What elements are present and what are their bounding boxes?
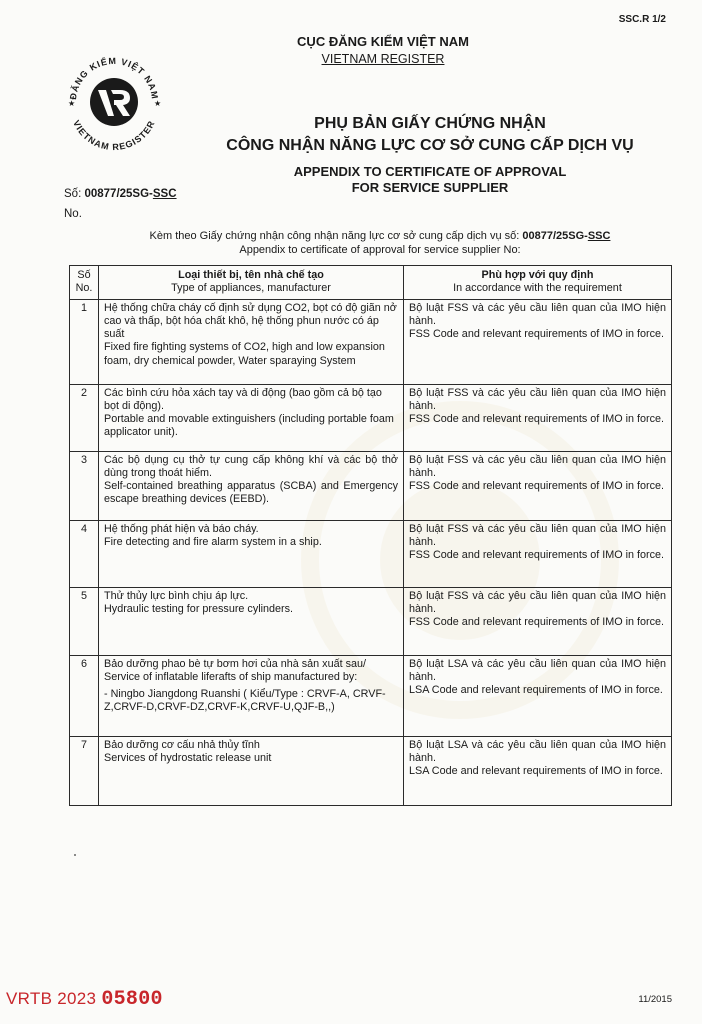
row-type-en: Hydraulic testing for pressure cylinders. — [104, 602, 294, 615]
row-number: 3 — [70, 451, 99, 520]
serial-stamp-prefix: VRTB 2023 — [6, 989, 97, 1008]
row-number: 6 — [70, 655, 99, 736]
table-row — [70, 587, 672, 655]
row-requirement-vn: Bộ luật FSS và các yêu cầu liên quan của IMO hiện hành. — [409, 589, 666, 615]
title-en-line1: APPENDIX TO CERTIFICATE OF APPROVAL — [293, 164, 567, 179]
attachment-line-vn — [100, 230, 660, 242]
row-requirement-en: LSA Code and relevant requirements of IMO in force. — [409, 765, 663, 778]
header-type-en: Type of appliances, manufacturer — [171, 282, 331, 295]
row-number: 7 — [70, 736, 99, 805]
row-type-vn: Hệ thống phát hiện và báo cháy. — [104, 522, 259, 535]
certificate-number — [64, 188, 177, 200]
svg-text:★: ★ — [154, 99, 162, 108]
vietnam-register-seal-icon — [56, 44, 172, 160]
row-number: 1 — [70, 299, 99, 384]
certificate-number-label: Số: — [64, 188, 85, 200]
certificate-number-label-en: No. — [64, 208, 82, 220]
row-requirement-vn: Bộ luật FSS và các yêu cầu liên quan của IMO hiện hành. — [409, 453, 666, 479]
certificate-number-main: 00877/25SG- — [84, 188, 153, 200]
title-vn-line1: PHỤ BẢN GIẤY CHỨNG NHẬN — [314, 115, 546, 132]
row-type-vn: Các bình cứu hỏa xách tay và di động (bao gồm cả bộ tạo bọt di động). — [104, 386, 382, 412]
ink-dot — [74, 854, 76, 856]
row-requirement-en: FSS Code and relevant requirements of IMO in force. — [409, 616, 665, 629]
header-no-en: No. — [75, 282, 93, 295]
row-requirement — [404, 736, 672, 805]
header-type — [99, 266, 404, 300]
row-requirement-en: LSA Code and relevant requirements of IMO in force. — [409, 684, 663, 697]
organization-name-en: VIETNAM REGISTER — [321, 52, 445, 66]
row-type — [99, 587, 404, 655]
row-number: 5 — [70, 587, 99, 655]
header-requirement — [404, 266, 672, 300]
seal-text-bottom: VIETNAM REGISTER — [71, 118, 157, 153]
row-type-en: Fixed fire fighting systems of CO2, high and low expansion foam, dry chemical powder, Water sparaying System — [104, 341, 385, 367]
table-row — [70, 451, 672, 520]
header-no — [70, 266, 99, 300]
attachment-text-vn: Kèm theo Giấy chứng nhận công nhận năng lực cơ sở cung cấp dịch vụ số: — [149, 230, 523, 242]
row-requirement — [404, 384, 672, 451]
row-type-vn: Hệ thống chữa cháy cố định sử dụng CO2, bọt có độ giãn nở cao và thấp, bột hóa chất khô, hệ thống phun nước có áp suất — [104, 301, 397, 341]
row-requirement — [404, 587, 672, 655]
page-code: SSC.R 1/2 — [618, 14, 666, 25]
row-requirement-vn: Bộ luật FSS và các yêu cầu liên quan của IMO hiện hành. — [409, 301, 666, 327]
row-type-manufacturer: - Ningbo Jiangdong Ruanshi ( Kiểu/Type : CRVF-A, CRVF-Z,CRVF-D,CRVF-DZ,CRVF-K,CRVF-U,QJF-B,,) — [104, 688, 386, 714]
title-vn-line2: CÔNG NHẬN NĂNG LỰC CƠ SỞ CUNG CẤP DỊCH VỤ — [226, 137, 634, 154]
row-requirement-vn: Bộ luật LSA và các yêu cầu liên quan của IMO hiện hành. — [409, 738, 666, 764]
table-header-row — [70, 266, 672, 300]
table-row — [70, 520, 672, 587]
row-requirement-vn: Bộ luật FSS và các yêu cầu liên quan của IMO hiện hành. — [409, 522, 666, 548]
table-row — [70, 655, 672, 736]
row-type — [99, 736, 404, 805]
seal-text-top: ĐĂNG KIỂM VIỆT NAM — [67, 55, 161, 101]
serial-stamp — [6, 988, 163, 1011]
title-en-line2: FOR SERVICE SUPPLIER — [351, 180, 509, 195]
row-requirement-en: FSS Code and relevant requirements of IMO in force. — [409, 413, 665, 426]
row-requirement-en: FSS Code and relevant requirements of IMO in force. — [409, 480, 665, 493]
row-type-vn: Bảo dưỡng cơ cấu nhả thủy tĩnh — [104, 738, 260, 751]
row-requirement-en: FSS Code and relevant requirements of IMO in force. — [409, 328, 665, 341]
row-requirement — [404, 655, 672, 736]
header-no-vn: Số — [77, 269, 91, 281]
serial-stamp-number: 05800 — [101, 988, 163, 1011]
header-requirement-en: In accordance with the requirement — [453, 282, 622, 295]
header-requirement-vn: Phù hợp với quy định — [481, 269, 594, 281]
row-number: 2 — [70, 384, 99, 451]
row-type — [99, 299, 404, 384]
row-type — [99, 384, 404, 451]
row-type — [99, 520, 404, 587]
header-type-vn: Loại thiết bị, tên nhà chế tạo — [178, 269, 324, 281]
row-type-en: Services of hydrostatic release unit — [104, 751, 272, 764]
row-requirement — [404, 299, 672, 384]
row-requirement-vn: Bộ luật FSS và các yêu cầu liên quan của IMO hiện hành. — [409, 386, 666, 412]
row-number: 4 — [70, 520, 99, 587]
row-type-en: Fire detecting and fire alarm system in a ship. — [104, 535, 322, 548]
svg-text:★: ★ — [68, 99, 76, 108]
row-type — [99, 655, 404, 736]
row-type — [99, 451, 404, 520]
row-type-vn: Thử thủy lực bình chịu áp lực. — [104, 589, 249, 602]
row-requirement — [404, 520, 672, 587]
certificate-number-suffix: SSC — [152, 188, 177, 200]
row-type-en: Portable and movable extinguishers (including portable foam applicator unit). — [104, 413, 394, 439]
attachment-line-en: Appendix to certificate of approval for service supplier No: — [239, 244, 521, 256]
row-type-en: Service of inflatable liferafts of ship manufactured by: — [104, 670, 358, 683]
row-requirement-en: FSS Code and relevant requirements of IMO in force. — [409, 549, 665, 562]
row-type-en: Self-contained breathing apparatus (SCBA) and Emergency escape breathing devices (EEBD). — [104, 480, 398, 506]
table-row — [70, 384, 672, 451]
attachment-number-suffix: SSC — [587, 230, 611, 242]
table-row — [70, 299, 672, 384]
row-type-vn: Các bộ dụng cụ thở tự cung cấp không khí và các bộ thở dùng trong thoát hiểm. — [104, 453, 398, 479]
row-type-vn: Bảo dưỡng phao bè tự bơm hơi của nhà sản xuất sau/ — [104, 657, 366, 670]
organization-name-vn: CỤC ĐĂNG KIỂM VIỆT NAM — [297, 34, 469, 49]
row-requirement-vn: Bộ luật LSA và các yêu cầu liên quan của IMO hiện hành. — [409, 657, 666, 683]
table-row — [70, 736, 672, 805]
row-requirement — [404, 451, 672, 520]
attachment-number-main: 00877/25SG- — [522, 230, 588, 242]
appliances-table — [69, 265, 672, 806]
form-date: 11/2015 — [638, 994, 672, 1005]
